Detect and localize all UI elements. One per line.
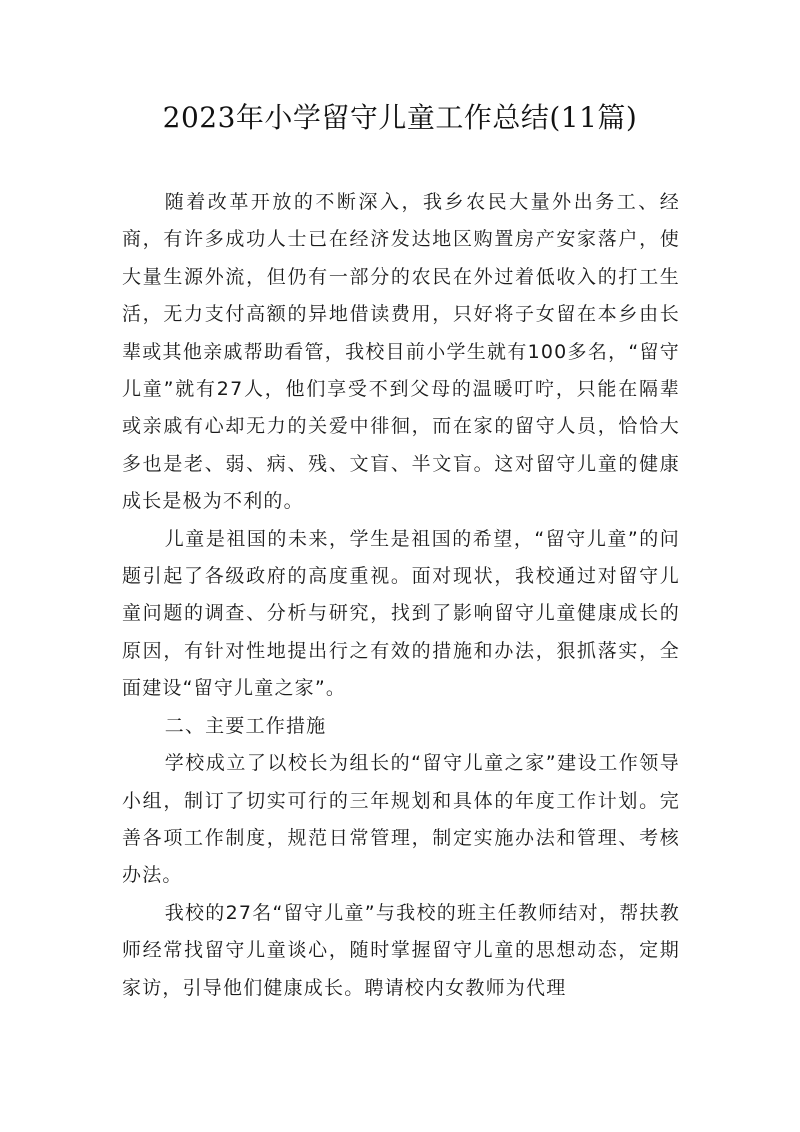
paragraph-intro: 随着改革开放的不断深入，我乡农民大量外出务工、经商，有许多成功人士已在经济发达地区购置房产安家落户，使大量生源外流，但仍有一部分的农民在外过着低收入的打工生活，无力支付高额的异地借读费用，只好将子女留在本乡由长辈或其他亲戚帮助看管，我校目前小学生就有100多名，“留守儿童”就有27人，他们享受不到父母的温暖叮咛，只能在隔辈或亲戚有心却无力的关爱中徘徊，而在家的留守人员，恰恰大多也是老、弱、病、残、文盲、半文盲。这对留守儿童的健康成长是极为不利的。	[122, 191, 680, 513]
paragraph-leadership: 学校成立了以校长为组长的“留守儿童之家”建设工作领导小组，制订了切实可行的三年规划和具体的年度工作计划。完善各项工作制度，规范日常管理，制定实施办法和管理、考核办法。	[122, 752, 680, 887]
paragraph-background: 儿童是祖国的未来，学生是祖国的希望，“留守儿童”的问题引起了各级政府的高度重视。面对现状，我校通过对留守儿童问题的调查、分析与研究，找到了影响留守儿童健康成长的原因，有针对性地提出行之有效的措施和办法，狠抓落实，全面建设“留守儿童之家”。	[122, 527, 680, 700]
paragraph-mentoring: 我校的27名“留守儿童”与我校的班主任教师结对，帮扶教师经常找留守儿童谈心，随时掌握留守儿童的思想动态，定期家访，引导他们健康成长。聘请校内女教师为代理	[122, 901, 680, 999]
document-title: 2023年小学留守儿童工作总结(11篇)	[162, 101, 638, 134]
document-body	[122, 184, 680, 1007]
section-heading-measures: 二、主要工作措施	[164, 714, 327, 737]
